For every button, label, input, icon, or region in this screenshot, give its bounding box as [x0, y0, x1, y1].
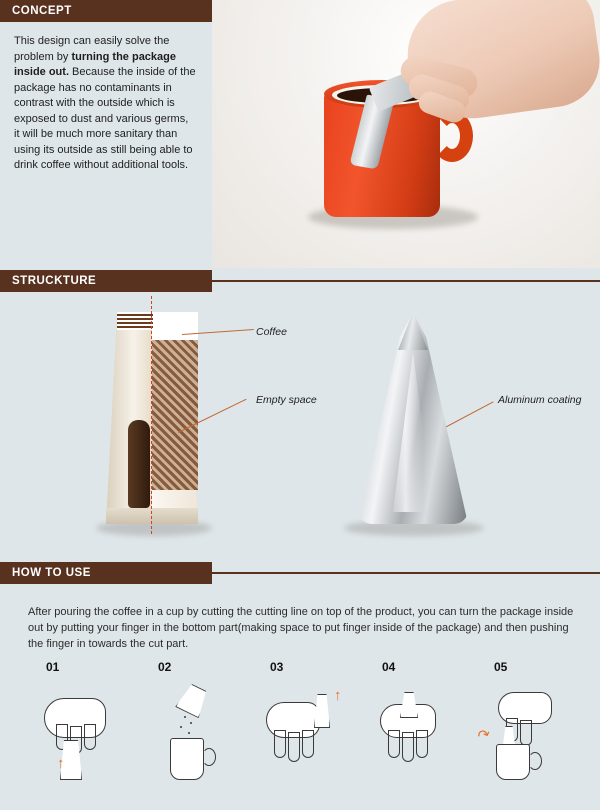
step-01-illustration	[24, 680, 136, 788]
howto-header-rule	[212, 572, 600, 574]
finger-outline-3	[416, 730, 428, 758]
step-03-number: 03	[270, 660, 284, 674]
howto-steps	[24, 660, 584, 800]
step-04	[360, 660, 472, 800]
coffee-grain	[184, 716, 186, 718]
finger-outline-1	[388, 730, 400, 758]
package-outline-tilted	[175, 682, 211, 719]
structure-title: STRUCKTURE	[12, 275, 97, 287]
package-cutaway	[106, 312, 198, 524]
concept-title: CONCEPT	[12, 5, 72, 17]
finger-outline-2	[288, 732, 300, 762]
structure-header-rule	[212, 280, 600, 282]
step-05	[472, 660, 584, 800]
coffee-grain	[190, 722, 192, 724]
step-03	[248, 660, 360, 800]
step-02	[136, 660, 248, 800]
stir-arrow-icon: ↷	[475, 725, 494, 746]
package-outline-small	[314, 694, 330, 728]
concept-description	[0, 22, 212, 268]
coffee-grain	[188, 732, 190, 734]
package-top-seal	[117, 312, 153, 330]
concept-text-part-1: This design can easily solve the problem by	[14, 35, 170, 63]
structure-section	[0, 282, 600, 560]
cup-handle-outline	[528, 752, 542, 770]
finger-outline-3	[302, 730, 314, 758]
structure-illustration	[0, 282, 600, 560]
step-05-illustration	[472, 680, 584, 788]
package-base	[106, 508, 198, 524]
concept-text-part-2: Because the inside of the package has no contaminants in contrast with the outside which is exposed to dust and various germs, it will be much more sanitary than using its outside as still being able to drink coffee without additional tools.	[14, 66, 196, 171]
finger-outline-2	[402, 732, 414, 762]
label-aluminum-coating: Aluminum coating	[498, 394, 582, 406]
concept-photo	[212, 0, 600, 268]
step-03-illustration	[248, 680, 360, 788]
howto-section-header	[0, 562, 212, 584]
pull-arrow-icon: ↑	[334, 687, 342, 704]
aluminum-package	[358, 312, 468, 524]
howto-description: After pouring the coffee in a cup by cutting the cutting line on top of the product, you can turn the package inside out by putting your finger in the bottom part(making space to put finger inside of the package) and then pushing the finger in towards the cut part.	[28, 606, 574, 650]
finger-outline-2	[520, 720, 532, 746]
push-arrow-icon: ↑	[57, 755, 65, 772]
package-coffee-fill	[152, 340, 198, 490]
label-coffee: Coffee	[256, 326, 287, 338]
cup-outline	[170, 738, 204, 780]
step-02-number: 02	[158, 660, 172, 674]
step-04-number: 04	[382, 660, 396, 674]
coffee-grain	[180, 726, 182, 728]
step-05-number: 05	[494, 660, 508, 674]
finger-outline-3	[84, 724, 96, 750]
concept-text-emphasis: turning the package inside out.	[14, 50, 177, 78]
structure-section-header	[0, 270, 212, 292]
step-04-illustration	[360, 680, 472, 788]
finger-outline-1	[274, 730, 286, 758]
cone-tip	[398, 312, 428, 350]
label-empty-space: Empty space	[256, 394, 317, 406]
step-01	[24, 660, 136, 800]
page-bottom-edge	[0, 806, 600, 810]
step-01-number: 01	[46, 660, 60, 674]
package-outline-inverted	[400, 692, 418, 718]
concept-section	[0, 0, 600, 268]
cut-line	[151, 296, 152, 534]
package-inner-channel	[128, 420, 150, 508]
howto-title: HOW TO USE	[12, 567, 91, 579]
cup-outline	[496, 744, 530, 780]
step-02-illustration	[136, 680, 248, 788]
package-empty-space	[152, 312, 198, 342]
cup-handle-outline	[202, 748, 216, 766]
concept-section-header	[0, 0, 212, 22]
